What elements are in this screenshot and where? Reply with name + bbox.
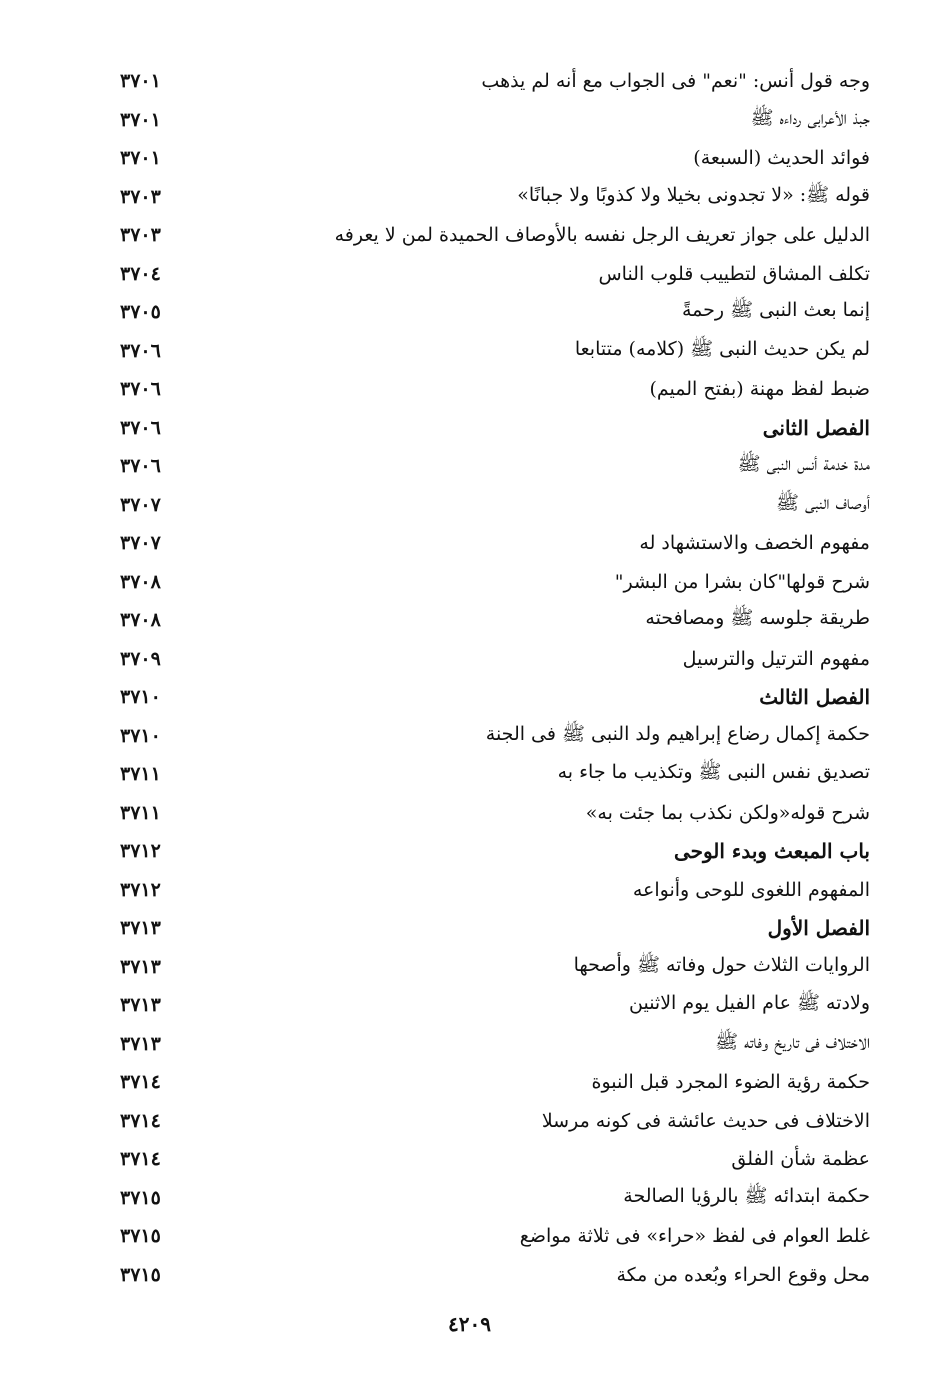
entry-page-number: ٣٧١٣	[120, 955, 161, 978]
toc-entry	[100, 332, 870, 371]
toc-entry	[100, 524, 870, 563]
entry-title: ولادته ﷺ عام الفيل يوم الاثنين	[629, 992, 870, 1015]
entry-title: غلط العوام فى لفظ «حراء» فى ثلاثة مواضع	[519, 1225, 870, 1248]
entry-page-number: ٣٧١٥	[120, 1225, 161, 1248]
entry-title: حكمة إكمال رضاع إبراهيم ولد النبى ﷺ فى الجنة	[485, 722, 870, 745]
entry-page-number: ٣٧١٤	[120, 1071, 161, 1094]
entry-page-number: ٣٧٠١	[120, 147, 161, 170]
toc-entry	[100, 1179, 870, 1218]
entry-title: طريقة جلوسه ﷺ ومصافحته	[645, 607, 870, 630]
entry-title: شرح قوله«ولكن نكذب بما جئت به»	[585, 801, 870, 824]
entry-page-number: ٣٧١٣	[120, 917, 161, 940]
toc-entry	[100, 255, 870, 294]
toc-entry	[100, 370, 870, 409]
toc-entry	[100, 1025, 870, 1064]
entry-page-number: ٣٧٠٦	[120, 339, 161, 362]
entry-page-number: ٣٧٠٦	[120, 378, 161, 401]
toc-entry	[100, 640, 870, 679]
entry-page-number: ٣٧٠٦	[120, 416, 161, 439]
entry-title: الدليل على جواز تعريف الرجل نفسه بالأوصاف الحميدة لمن لا يعرفه	[334, 224, 870, 247]
toc-entry	[100, 563, 870, 602]
entry-page-number: ٣٧٠٤	[120, 262, 161, 285]
toc-entry	[100, 1140, 870, 1179]
toc-entry	[100, 1256, 870, 1295]
entry-title: فوائد الحديث (السبعة)	[693, 147, 870, 170]
entry-page-number: ٣٧٠٦	[120, 455, 161, 478]
entry-title: مدة خدمة أنس النبى ﷺ	[737, 453, 870, 476]
entry-page-number: ٣٧١٢	[120, 840, 161, 863]
toc-heading-row	[100, 678, 870, 717]
section-heading: الفصل الأول	[767, 916, 870, 941]
toc-heading-row	[100, 909, 870, 948]
entry-page-number: ٣٧١٥	[120, 1263, 161, 1286]
section-heading: الفصل الثالث	[759, 685, 870, 710]
entry-page-number: ٣٧١٢	[120, 878, 161, 901]
entry-title: عظمة شأن الفلق	[731, 1148, 870, 1171]
entry-page-number: ٣٧٠٨	[120, 570, 161, 593]
toc-entry	[100, 755, 870, 794]
table-of-contents	[100, 62, 870, 1294]
entry-page-number: ٣٧١٥	[120, 1186, 161, 1209]
entry-page-number: ٣٧١٣	[120, 994, 161, 1017]
toc-entry	[100, 794, 870, 833]
entry-page-number: ٣٧١٠	[120, 686, 161, 709]
entry-title: مفهوم الترتيل والترسيل	[682, 647, 870, 670]
entry-page-number: ٣٧١١	[120, 763, 161, 786]
entry-title: محل وقوع الحراء وبُعده من مكة	[616, 1263, 870, 1286]
toc-entry	[100, 717, 870, 756]
toc-entry	[100, 1217, 870, 1256]
entry-title: أوصاف النبى ﷺ	[776, 491, 870, 514]
toc-entry	[100, 447, 870, 486]
entry-title: جبذ الأعرابى رداءه ﷺ	[750, 106, 870, 129]
entry-title: الاختلاف فى حديث عائشة فى كونه مرسلا	[541, 1109, 870, 1132]
entry-page-number: ٣٧٠١	[120, 70, 161, 93]
entry-title: تكلف المشاق لتطييب قلوب الناس	[598, 262, 870, 285]
toc-entry	[100, 948, 870, 987]
toc-entry	[100, 1063, 870, 1102]
entry-page-number: ٣٧٠١	[120, 108, 161, 131]
section-heading: باب المبعث وبدء الوحى	[673, 839, 870, 864]
entry-page-number: ٣٧١٣	[120, 1032, 161, 1055]
page-number: ٤٢٠٩	[448, 1312, 491, 1336]
toc-entry	[100, 216, 870, 255]
entry-title: تصديق نفس النبى ﷺ وتكذيب ما جاء به	[557, 761, 870, 784]
toc-heading-row	[100, 409, 870, 448]
toc-entry	[100, 486, 870, 525]
entry-page-number: ٣٧٠٣	[120, 224, 161, 247]
entry-page-number: ٣٧٠٨	[120, 609, 161, 632]
entry-title: الاختلاف فى تاريخ وفاته ﷺ	[715, 1030, 870, 1053]
toc-entry	[100, 139, 870, 178]
toc-entry	[100, 601, 870, 640]
entry-page-number: ٣٧١١	[120, 801, 161, 824]
entry-title: إنما بعث النبى ﷺ رحمةً	[681, 299, 870, 322]
toc-heading-row	[100, 832, 870, 871]
entry-page-number: ٣٧٠٥	[120, 301, 161, 324]
toc-entry	[100, 178, 870, 217]
toc-entry	[100, 101, 870, 140]
entry-title: لم يكن حديث النبى ﷺ (كلامه) متتابعا	[574, 337, 870, 360]
entry-title: الروايات الثلاث حول وفاته ﷺ وأصحها	[573, 953, 870, 976]
entry-title: وجه قول أنس: "نعم" فى الجواب مع أنه لم يذهب	[481, 70, 870, 93]
entry-page-number: ٣٧٠٣	[120, 185, 161, 208]
entry-title: المفهوم اللغوى للوحى وأنواعه	[632, 878, 870, 901]
entry-page-number: ٣٧١٤	[120, 1109, 161, 1132]
entry-title: مفهوم الخصف والاستشهاد له	[639, 532, 870, 555]
toc-entry	[100, 293, 870, 332]
toc-entry	[100, 1102, 870, 1141]
entry-title: حكمة ابتدائه ﷺ بالرؤيا الصالحة	[623, 1184, 870, 1207]
toc-entry	[100, 986, 870, 1025]
entry-title: شرح قولها"كان بشرا من البشر"	[614, 570, 870, 593]
section-heading: الفصل الثانى	[762, 415, 870, 440]
entry-title: قوله ﷺ: «لا تجدونى بخيلا ولا كذوبًا ولا جبانًا»	[517, 183, 870, 206]
entry-page-number: ٣٧٠٧	[120, 532, 161, 555]
entry-page-number: ٣٧١٤	[120, 1148, 161, 1171]
toc-entry	[100, 871, 870, 910]
entry-page-number: ٣٧٠٩	[120, 647, 161, 670]
entry-page-number: ٣٧١٠	[120, 724, 161, 747]
entry-title: ضبط لفظ مهنة (بفتح الميم)	[649, 378, 870, 401]
toc-entry	[100, 62, 870, 101]
entry-page-number: ٣٧٠٧	[120, 493, 161, 516]
entry-title: حكمة رؤية الضوء المجرد قبل النبوة	[591, 1071, 870, 1094]
